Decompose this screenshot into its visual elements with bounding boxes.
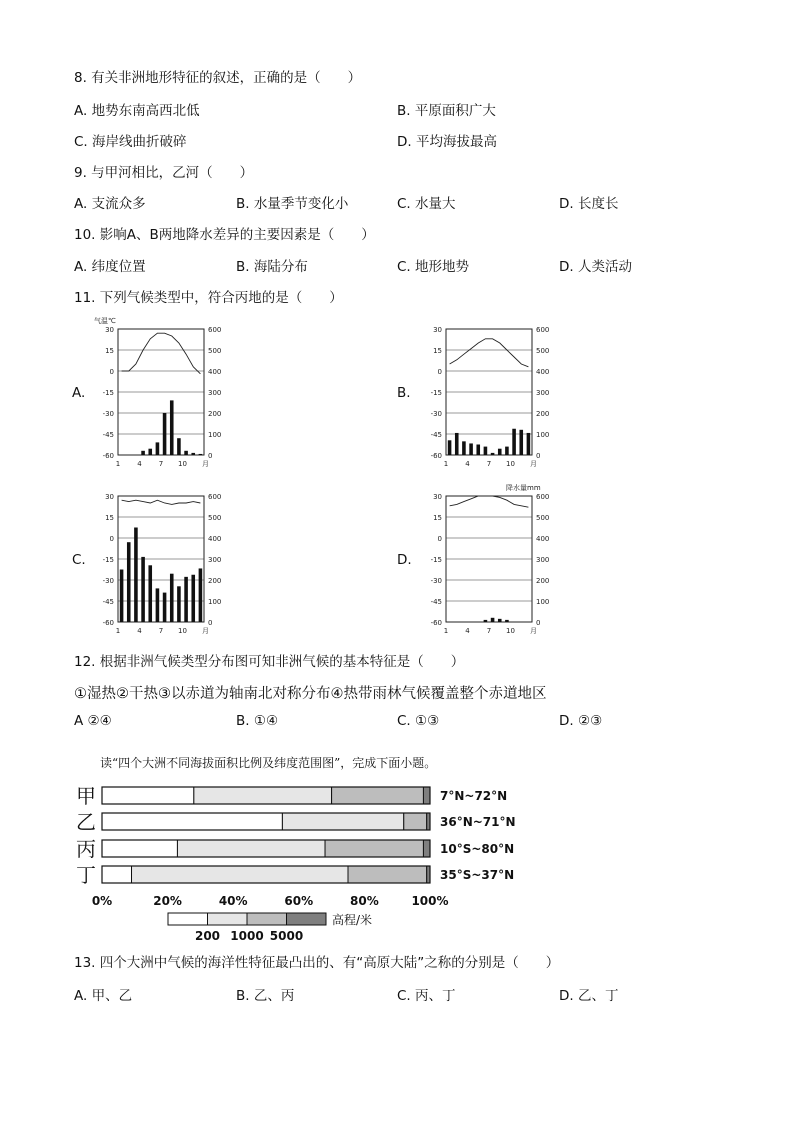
month-tick-label: 7 [486, 627, 492, 635]
temp-tick-label: -30 [430, 577, 442, 585]
q8-stem: 8. 有关非洲地形特征的叙述，正确的是（ ） [74, 70, 362, 86]
percent-tick-label: 60% [284, 894, 314, 908]
precip-tick-label: 300 [536, 389, 550, 397]
temp-tick-label: -45 [102, 598, 114, 606]
q10-stem: 10. 影响A、B两地降水差异的主要因素是（ ） [74, 227, 375, 243]
month-tick-label: 4 [465, 627, 470, 635]
precip-tick-label: 300 [208, 556, 222, 564]
temp-tick-label: 0 [109, 368, 114, 376]
q10-option-a: A. 纬度位置 [74, 259, 146, 275]
month-tick-label: 4 [137, 627, 142, 635]
q9-stem: 9. 与甲河相比，乙河（ ） [74, 165, 254, 181]
precip-tick-label: 400 [208, 368, 222, 376]
elevation-segment [177, 840, 325, 857]
temp-tick-label: 15 [105, 514, 114, 522]
temp-tick-label: -30 [102, 577, 114, 585]
temp-tick-label: -30 [102, 410, 114, 418]
elevation-segment [332, 787, 424, 804]
temp-tick-label: -30 [430, 410, 442, 418]
precip-tick-label: 0 [536, 619, 541, 627]
elevation-segment [132, 866, 348, 883]
precip-tick-label: 600 [536, 326, 550, 334]
month-tick-label: 1 [443, 627, 449, 635]
continent-label: 丙 [76, 837, 96, 861]
month-tick-label: 4 [137, 460, 142, 468]
temp-tick-label: 0 [437, 535, 442, 543]
temp-tick-label: 15 [433, 514, 442, 522]
precip-tick-label: 500 [208, 347, 222, 355]
continent-label: 丁 [76, 863, 96, 887]
temp-tick-label: 0 [109, 535, 114, 543]
temp-tick-label: 0 [437, 368, 442, 376]
temp-tick-label: 30 [433, 493, 442, 501]
precip-tick-label: 300 [208, 389, 222, 397]
temp-tick-label: 30 [433, 326, 442, 334]
temp-tick-label: -60 [430, 619, 442, 627]
q8-option-a: A. 地势东南高西北低 [74, 103, 200, 119]
precip-tick-label: 400 [536, 535, 550, 543]
q12-option-b: B. ①④ [236, 713, 279, 729]
elevation-segment [102, 787, 194, 804]
q11-label-a: A. [72, 385, 86, 401]
month-tick-label: 10 [506, 627, 515, 635]
continent-label: 乙 [76, 810, 96, 834]
month-tick-label: 7 [486, 460, 492, 468]
q9-option-a: A. 支流众多 [74, 196, 146, 212]
q10-option-b: B. 海陆分布 [236, 259, 308, 275]
percent-tick-label: 80% [350, 894, 379, 908]
q9-option-c: C. 水量大 [397, 196, 456, 212]
q13-option-a: A. 甲、乙 [74, 988, 133, 1004]
temp-tick-label: 30 [105, 326, 114, 334]
temp-tick-label: -45 [430, 431, 442, 439]
precip-tick-label: 600 [536, 493, 550, 501]
month-tick-label: 10 [506, 460, 515, 468]
temp-tick-label: 30 [105, 493, 114, 501]
precip-tick-label: 0 [208, 452, 213, 460]
percent-tick-label: 20% [153, 894, 182, 908]
q12-stem: 12. 根据非洲气候类型分布图可知非洲气候的基本特征是（ ） [74, 654, 465, 670]
precip-tick-label: 100 [208, 598, 222, 606]
legend-title: 高程/米 [332, 913, 373, 927]
legend-swatch [287, 913, 327, 925]
precip-tick-label: 100 [208, 431, 222, 439]
temp-tick-label: -15 [430, 556, 442, 564]
elevation-segment [282, 813, 403, 830]
elevation-segment [325, 840, 423, 857]
elevation-segment [102, 840, 177, 857]
percent-tick-label: 100% [411, 894, 449, 908]
latitude-range: 10°S~80°N [440, 842, 515, 856]
elevation-segment [423, 787, 430, 804]
precip-tick-label: 200 [208, 577, 222, 585]
temp-tick-label: -45 [430, 598, 442, 606]
legend-label: 5000 [269, 929, 304, 943]
temp-unit-label: 气温℃ [94, 317, 116, 325]
temp-tick-label: -15 [102, 556, 114, 564]
q8-option-b: B. 平原面积广大 [397, 103, 496, 119]
precip-tick-label: 400 [208, 535, 222, 543]
temp-tick-label: 15 [105, 347, 114, 355]
q11-label-c: C. [72, 552, 86, 568]
precip-tick-label: 300 [536, 556, 550, 564]
legend-swatch [168, 913, 208, 925]
legend-swatch [247, 913, 287, 925]
q13-option-d: D. 乙、丁 [559, 988, 619, 1004]
precip-tick-label: 500 [536, 347, 550, 355]
q10-option-d: D. 人类活动 [559, 259, 632, 275]
month-tick-label: 1 [115, 627, 121, 635]
month-tick-label: 1 [115, 460, 121, 468]
month-unit: 月 [202, 627, 209, 635]
month-tick-label: 10 [178, 627, 187, 635]
elevation-segment [404, 813, 427, 830]
month-tick-label: 4 [465, 460, 470, 468]
q13-option-b: B. 乙、丙 [236, 988, 295, 1004]
q11-label-b: B. [397, 385, 411, 401]
elevation-segment [348, 866, 427, 883]
precip-tick-label: 100 [536, 598, 550, 606]
precip-tick-label: 0 [208, 619, 213, 627]
q9-option-d: D. 长度长 [559, 196, 619, 212]
legend-swatch [208, 913, 248, 925]
precip-tick-label: 0 [536, 452, 541, 460]
chart-intro: 读“四个大洲不同海拔面积比例及纬度范围图”，完成下面小题。 [100, 756, 437, 770]
q12-statement: ①湿热②干热③以赤道为轴南北对称分布④热带雨林气候覆盖整个赤道地区 [74, 686, 547, 702]
q10-option-c: C. 地形地势 [397, 259, 470, 275]
percent-tick-label: 40% [218, 894, 248, 908]
precip-tick-label: 400 [536, 368, 550, 376]
precip-tick-label: 500 [208, 514, 222, 522]
precip-tick-label: 200 [536, 410, 550, 418]
month-tick-label: 1 [443, 460, 449, 468]
temp-tick-label: -60 [430, 452, 442, 460]
month-unit: 月 [202, 460, 209, 468]
temp-tick-label: -60 [102, 452, 114, 460]
month-tick-label: 10 [178, 460, 187, 468]
elevation-segment [102, 813, 282, 830]
q13-stem: 13. 四个大洲中气候的海洋性特征最凸出的、有“高原大陆”之称的分别是（ ） [74, 955, 560, 971]
temp-tick-label: -60 [102, 619, 114, 627]
q11-stem: 11. 下列气候类型中，符合丙地的是（ ） [74, 290, 343, 306]
precip-tick-label: 500 [536, 514, 550, 522]
temp-tick-label: 15 [433, 347, 442, 355]
month-tick-label: 7 [158, 627, 164, 635]
legend-label: 1000 [230, 929, 264, 943]
q9-option-b: B. 水量季节变化小 [236, 196, 349, 212]
q12-option-c: C. ①③ [397, 713, 440, 729]
elevation-segment [423, 840, 430, 857]
elevation-segment [102, 866, 132, 883]
temp-tick-label: -45 [102, 431, 114, 439]
q8-option-d: D. 平均海拔最高 [397, 134, 497, 150]
q12-option-a: A ②④ [74, 713, 112, 729]
latitude-range: 36°N~71°N [440, 815, 516, 829]
month-unit: 月 [530, 627, 537, 635]
percent-tick-label: 0% [91, 894, 113, 908]
month-tick-label: 7 [158, 460, 164, 468]
q8-option-c: C. 海岸线曲折破碎 [74, 134, 187, 150]
latitude-range: 35°S~37°N [440, 868, 515, 882]
continent-label: 甲 [76, 784, 96, 808]
q13-option-c: C. 丙、丁 [397, 988, 456, 1004]
precip-unit-label: 降水量mm [506, 484, 541, 492]
precip-tick-label: 100 [536, 431, 550, 439]
precip-tick-label: 200 [208, 410, 222, 418]
precip-tick-label: 200 [536, 577, 550, 585]
elevation-segment [194, 787, 332, 804]
q11-label-d: D. [397, 552, 412, 568]
q12-option-d: D. ②③ [559, 713, 603, 729]
month-unit: 月 [530, 460, 537, 468]
legend-label: 200 [194, 929, 221, 943]
temp-tick-label: -15 [430, 389, 442, 397]
latitude-range: 7°N~72°N [440, 789, 508, 803]
temp-tick-label: -15 [102, 389, 114, 397]
precip-tick-label: 600 [208, 493, 222, 501]
precip-tick-label: 600 [208, 326, 222, 334]
